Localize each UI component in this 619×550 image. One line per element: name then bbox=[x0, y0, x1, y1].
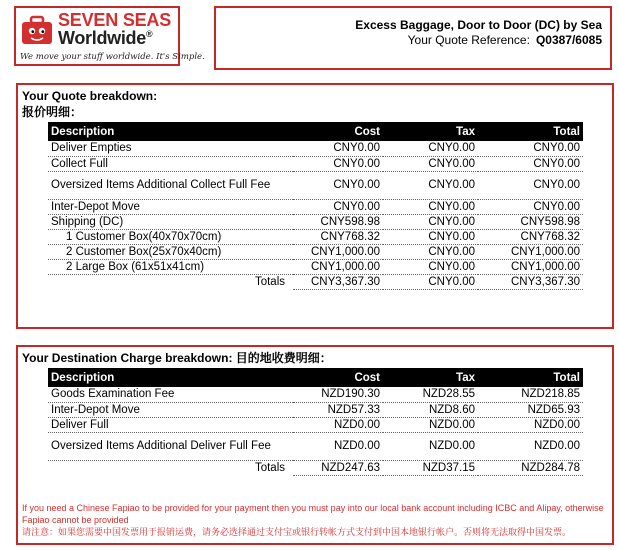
row-cost: CNY598.98 bbox=[293, 214, 383, 229]
row-total: NZD0.00 bbox=[478, 432, 583, 460]
quote-reference bbox=[408, 33, 602, 47]
table-row bbox=[48, 229, 583, 244]
quote-breakdown-title: Your Quote breakdown: bbox=[22, 89, 158, 103]
table-row bbox=[48, 387, 583, 402]
row-total: NZD218.85 bbox=[478, 387, 583, 402]
row-tax: NZD0.00 bbox=[383, 432, 478, 460]
row-tax: CNY0.00 bbox=[383, 171, 478, 199]
totals-row bbox=[48, 460, 583, 475]
row-description: Oversized Items Additional Deliver Full Fee bbox=[48, 432, 293, 460]
company-logo bbox=[14, 6, 205, 66]
totals-label: Totals bbox=[254, 461, 285, 474]
col-total: Total bbox=[478, 122, 583, 141]
service-title: Excess Baggage, Door to Door (DC) by Sea bbox=[355, 18, 602, 32]
row-tax: CNY0.00 bbox=[383, 141, 478, 156]
row-description: 1 Customer Box(40x70x70cm) bbox=[48, 229, 293, 244]
row-description: Deliver Empties bbox=[48, 141, 293, 156]
row-cost: CNY768.32 bbox=[293, 229, 383, 244]
row-cost: NZD0.00 bbox=[293, 417, 383, 432]
row-cost: CNY0.00 bbox=[293, 199, 383, 214]
totals-tax: NZD37.15 bbox=[383, 460, 478, 475]
row-cost: CNY0.00 bbox=[293, 156, 383, 171]
row-description: Inter-Depot Move bbox=[48, 402, 293, 417]
row-cost: CNY1,000.00 bbox=[293, 244, 383, 259]
totals-cost: NZD247.63 bbox=[293, 460, 383, 475]
destination-table bbox=[48, 368, 583, 476]
totals-tax: CNY0.00 bbox=[383, 274, 478, 289]
row-total: CNY598.98 bbox=[478, 214, 583, 229]
table-row bbox=[48, 141, 583, 156]
table-row bbox=[48, 171, 583, 199]
totals-total: CNY3,367.30 bbox=[478, 274, 583, 289]
row-cost: CNY1,000.00 bbox=[293, 259, 383, 274]
row-total: CNY0.00 bbox=[478, 199, 583, 214]
quote-reference-value: Q0387/6085 bbox=[535, 33, 602, 47]
table-row bbox=[48, 214, 583, 229]
col-description: Description bbox=[48, 368, 293, 387]
col-total: Total bbox=[478, 368, 583, 387]
totals-cost: CNY3,367.30 bbox=[293, 274, 383, 289]
row-cost: CNY0.00 bbox=[293, 141, 383, 156]
row-description: Collect Full bbox=[48, 156, 293, 171]
row-total: CNY0.00 bbox=[478, 156, 583, 171]
table-row bbox=[48, 432, 583, 460]
totals-row bbox=[48, 274, 583, 289]
quote-header bbox=[214, 6, 612, 70]
table-row bbox=[48, 417, 583, 432]
row-total: NZD65.93 bbox=[478, 402, 583, 417]
table-row bbox=[48, 402, 583, 417]
quote-table bbox=[48, 122, 583, 290]
row-description: Inter-Depot Move bbox=[48, 199, 293, 214]
row-description: 2 Large Box (61x51x41cm) bbox=[48, 259, 293, 274]
row-tax: CNY0.00 bbox=[383, 156, 478, 171]
registered-mark: ® bbox=[145, 29, 153, 39]
row-description: Shipping (DC) bbox=[48, 214, 293, 229]
brand-name-line2: Worldwide® bbox=[58, 28, 153, 48]
suitcase-icon bbox=[20, 13, 54, 47]
row-tax: CNY0.00 bbox=[383, 214, 478, 229]
destination-charge-section bbox=[16, 345, 614, 545]
row-total: CNY0.00 bbox=[478, 171, 583, 199]
col-tax: Tax bbox=[383, 122, 478, 141]
col-cost: Cost bbox=[293, 368, 383, 387]
row-cost: NZD57.33 bbox=[293, 402, 383, 417]
row-cost: NZD0.00 bbox=[293, 432, 383, 460]
row-cost: CNY0.00 bbox=[293, 171, 383, 199]
table-header-row bbox=[48, 122, 583, 141]
brand-name-line1: SEVEN SEAS bbox=[58, 10, 172, 30]
row-description: Deliver Full bbox=[48, 417, 293, 432]
fapiao-notice-en: If you need a Chinese Fapiao to be provided for your payment then you must pay into our local bank account including ICBC and Alipay, otherwise Fapiao cannot be provided bbox=[22, 503, 604, 525]
row-tax: CNY0.00 bbox=[383, 199, 478, 214]
brand-tagline: We move your stuff worldwide. It's Simple. bbox=[20, 52, 205, 62]
row-total: NZD0.00 bbox=[478, 417, 583, 432]
row-tax: CNY0.00 bbox=[383, 229, 478, 244]
quote-reference-label: Your Quote Reference: bbox=[407, 33, 530, 47]
totals-total: NZD284.78 bbox=[478, 460, 583, 475]
col-tax: Tax bbox=[383, 368, 478, 387]
row-cost: NZD190.30 bbox=[293, 387, 383, 402]
row-description: Goods Examination Fee bbox=[48, 387, 293, 402]
totals-label: Totals bbox=[254, 275, 285, 288]
row-total: CNY768.32 bbox=[478, 229, 583, 244]
fapiao-notice-cn: 请注意：如果您需要中国发票用于报销运费，请务必选择通过支付宝或银行转帐方式支付到中国本地银行帐户。否则将无法取得中国发票。 bbox=[22, 527, 572, 537]
table-row bbox=[48, 259, 583, 274]
row-total: CNY1,000.00 bbox=[478, 259, 583, 274]
table-row bbox=[48, 199, 583, 214]
row-description: 2 Customer Box(25x70x40cm) bbox=[48, 244, 293, 259]
row-tax: CNY0.00 bbox=[383, 259, 478, 274]
quote-breakdown-section bbox=[16, 83, 614, 329]
row-tax: CNY0.00 bbox=[383, 244, 478, 259]
quote-breakdown-title-cn: 报价明细： bbox=[22, 105, 83, 119]
table-row bbox=[48, 244, 583, 259]
col-cost: Cost bbox=[293, 122, 383, 141]
row-tax: NZD0.00 bbox=[383, 417, 478, 432]
fapiao-notice bbox=[22, 502, 612, 538]
destination-charge-title: Your Destination Charge breakdown: 目的地收费明细： bbox=[22, 351, 332, 365]
col-description: Description bbox=[48, 122, 293, 141]
row-description: Oversized Items Additional Collect Full Fee bbox=[48, 171, 293, 199]
table-row bbox=[48, 156, 583, 171]
row-tax: NZD8.60 bbox=[383, 402, 478, 417]
row-total: CNY1,000.00 bbox=[478, 244, 583, 259]
row-total: CNY0.00 bbox=[478, 141, 583, 156]
row-tax: NZD28.55 bbox=[383, 387, 478, 402]
table-header-row bbox=[48, 368, 583, 387]
